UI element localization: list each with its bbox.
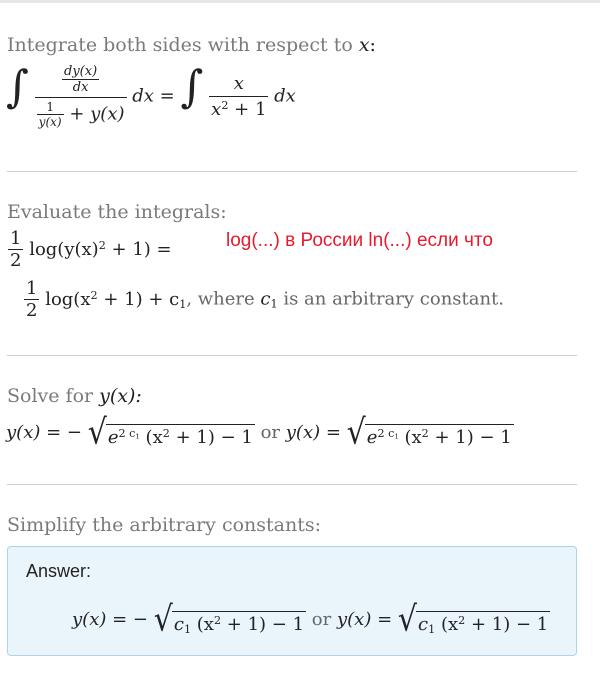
rhs-denominator: $x^2 + 1$: [211, 98, 267, 120]
section-simplify-title: Simplify the arbitrary constants:: [7, 514, 321, 536]
section-solve-title: Solve for y(x):: [7, 385, 142, 407]
rhs-fraction: [209, 73, 268, 120]
lhs-fraction: [35, 64, 127, 129]
dx2-text: dx: [274, 85, 296, 107]
equation-integrate: [6, 61, 296, 129]
yx-small-text: y(x): [38, 115, 62, 129]
plus-yx-text: + y(x): [69, 103, 125, 125]
solve-lhs-2: y(x) =: [285, 422, 341, 443]
answer-sqrt-neg: √ $c_1$ $(x^2 + 1) - 1$: [153, 599, 305, 640]
equation-solve: [6, 412, 514, 453]
constant-text: is an arbitrary constant.: [277, 288, 505, 310]
equals-sign: =: [159, 85, 175, 107]
equation-evaluate-line1: [8, 228, 172, 271]
c1-symbol: c: [260, 288, 271, 310]
divider-2: [7, 355, 577, 356]
rhs-numerator: x: [233, 73, 244, 94]
handwritten-note: log(...) в России ln(...) если что: [226, 230, 493, 251]
sqrt-pos: √ $e^{2 c_1}$ $(x^2 + 1) - 1$: [346, 412, 512, 453]
half-fraction-2: $\frac{1}{2}$: [26, 278, 38, 321]
or-word-1: or: [260, 422, 281, 443]
solve-lhs-1: y(x) = −: [6, 422, 82, 443]
or-word-2: or: [311, 609, 332, 630]
divider-1: [7, 171, 577, 172]
divider-3: [7, 484, 577, 485]
dy-dx-fraction: [62, 64, 99, 95]
log-x-expression: $\log(x^2 + 1) + c_1$: [45, 288, 187, 311]
half-fraction-1: $\frac{1}{2}$: [10, 228, 22, 271]
where-word: , where: [186, 288, 255, 310]
one-over-y-fraction: [37, 100, 64, 129]
answer-label: Answer:: [26, 561, 92, 581]
dx-small-text: dx: [72, 80, 89, 95]
integrate-title-text: Integrate both sides with respect to: [7, 34, 353, 56]
integral-sign-right: ∫: [180, 61, 204, 113]
dy-text: dy(x): [64, 64, 98, 79]
equation-evaluate-line2: $\frac{1}{2}$ $\log(x^2 + 1) + c_1$, where $c_1$ is an arbitrary constant.: [26, 278, 505, 321]
answer-lhs-2: y(x) =: [336, 609, 393, 630]
section-integrate-title: Integrate both sides with respect to x:: [7, 34, 376, 56]
solve-var: y(x):: [99, 385, 142, 407]
sqrt-neg: √ $e^{2 c_1}$ $(x^2 + 1) - 1$: [87, 412, 253, 453]
answer-lhs-1: y(x) = −: [72, 609, 148, 630]
dx-text: dx: [132, 85, 154, 107]
lhs-denominator: [35, 100, 127, 129]
answer-sqrt-pos: √ $c_1$ $(x^2 + 1) - 1$: [397, 599, 549, 640]
log-y-expression: $\log(y(x)^2 + 1)$ =: [29, 238, 172, 260]
integral-sign-left: ∫: [6, 61, 29, 113]
top-divider: [0, 0, 600, 3]
answer-equation: [72, 599, 550, 640]
lhs-numerator: [60, 64, 101, 95]
section-evaluate-title: Evaluate the integrals:: [7, 201, 227, 223]
answer-box: [7, 546, 577, 656]
integrate-var: x: [358, 34, 370, 56]
one-text: 1: [46, 100, 54, 114]
